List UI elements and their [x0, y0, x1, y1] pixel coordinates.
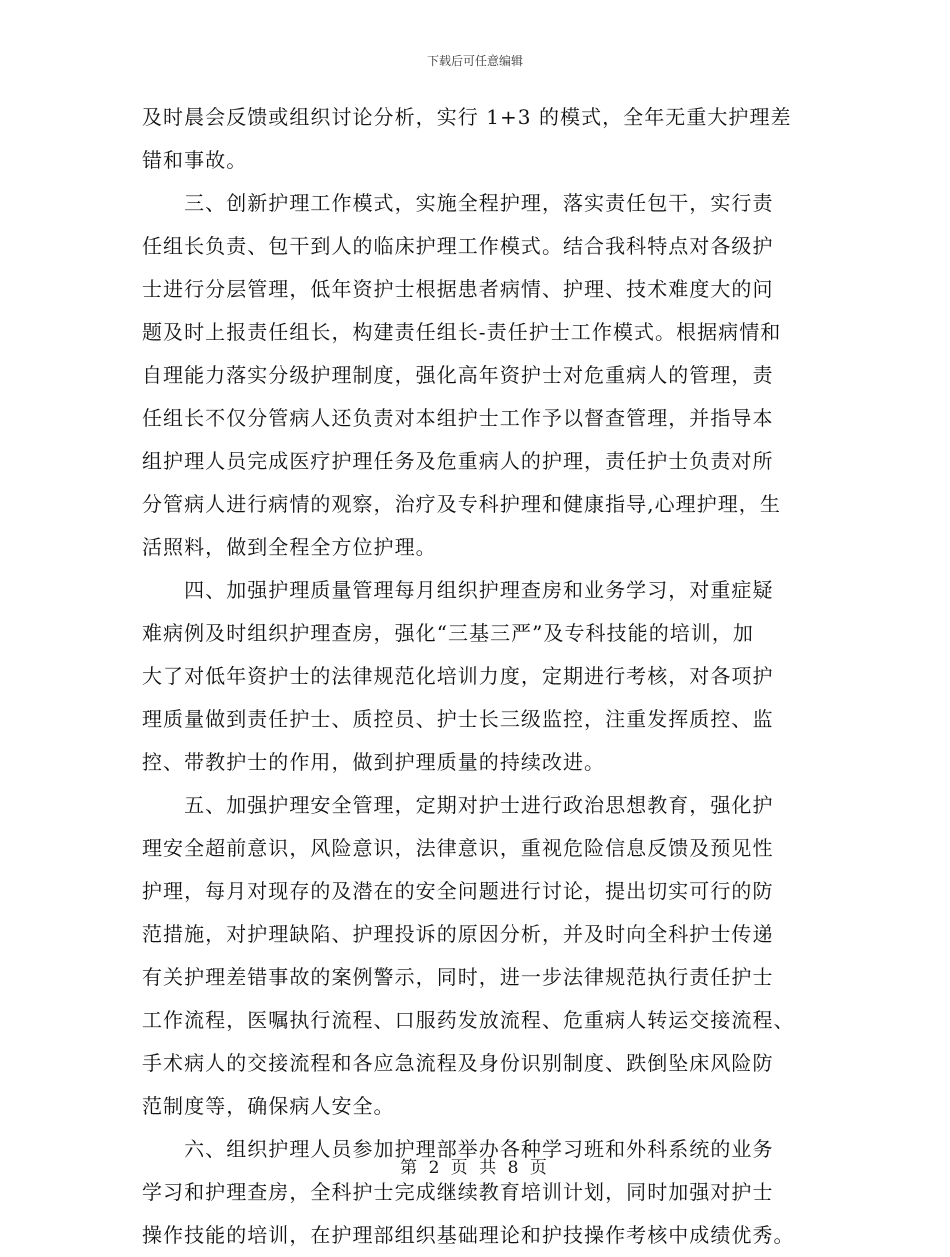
body-text-line: 任组长不仅分管病人还负责对本组护士工作予以督查管理，并指导本: [142, 406, 774, 430]
body-text-line: 活照料，做到全程全方位护理。: [142, 535, 437, 559]
body-text-line: 控、带教护士的作用，做到护理质量的持续改进。: [142, 750, 606, 774]
body-text-line: 理安全超前意识，风险意识，法律意识，重视危险信息反馈及预见性: [142, 836, 774, 860]
body-text-line: 难病例及时组织护理查房，强化“三基三严”及专科技能的培训，加: [142, 621, 754, 645]
body-text-line: 任组长负责、包干到人的临床护理工作模式。结合我科特点对各级护: [142, 234, 774, 258]
body-text-line: 理质量做到责任护士、质控员、护士长三级监控，注重发挥质控、监: [142, 707, 774, 731]
body-text-line: 错和事故。: [142, 148, 248, 172]
body-text-line: 士进行分层管理，低年资护士根据患者病情、护理、技术难度大的问: [142, 277, 774, 301]
body-text-line: 及时晨会反馈或组织讨论分析，实行 1+3 的模式，全年无重大护理差: [142, 105, 792, 129]
body-text-line: 范制度等，确保病人安全。: [142, 1094, 395, 1118]
page-footer: 第 2 页 共 8 页: [400, 1158, 550, 1178]
body-text-line: 题及时上报责任组长，构建责任组长-责任护士工作模式。根据病情和: [142, 320, 782, 344]
body-text-line: 组护理人员完成医疗护理任务及危重病人的护理，责任护士负责对所: [142, 449, 774, 473]
body-text-line: 有关护理差错事故的案例警示，同时，进一步法律规范执行责任护士: [142, 965, 774, 989]
body-text-line: 大了对低年资护士的法律规范化培训力度，定期进行考核，对各项护: [142, 664, 774, 688]
body-text-line: 护理，每月对现存的及潜在的安全问题进行讨论，提出切实可行的防: [142, 879, 774, 903]
body-text-line: 自理能力落实分级护理制度，强化高年资护士对危重病人的管理，责: [142, 363, 774, 387]
body-text-line: 三、创新护理工作模式，实施全程护理，落实责任包干，实行责: [142, 191, 774, 215]
body-text-line: 范措施，对护理缺陷、护理投诉的原因分析，并及时向全科护士传递: [142, 922, 774, 946]
page-header: 下载后可任意编辑: [426, 54, 523, 68]
body-text-line: 手术病人的交接流程和各应急流程及身份识别制度、跌倒坠床风险防: [142, 1051, 774, 1075]
body-text-line: 六、组织护理人员参加护理部举办各种学习班和外科系统的业务: [142, 1137, 774, 1161]
body-text-line: 分管病人进行病情的观察，治疗及专科护理和健康指导,心理护理，生: [142, 492, 781, 516]
body-text-line: 五、加强护理安全管理，定期对护士进行政治思想教育，强化护: [142, 793, 774, 817]
body-text-line: 四、加强护理质量管理每月组织护理查房和业务学习，对重症疑: [142, 578, 774, 602]
document-body: [142, 96, 808, 1257]
body-text-line: 工作流程，医嘱执行流程、口服药发放流程、危重病人转运交接流程、: [142, 1008, 795, 1032]
body-text-line: 学习和护理查房，全科护士完成继续教育培训计划，同时加强对护士: [142, 1180, 774, 1204]
body-text-line: 操作技能的培训，在护理部组织基础理论和护技操作考核中成绩优秀。: [142, 1223, 795, 1247]
